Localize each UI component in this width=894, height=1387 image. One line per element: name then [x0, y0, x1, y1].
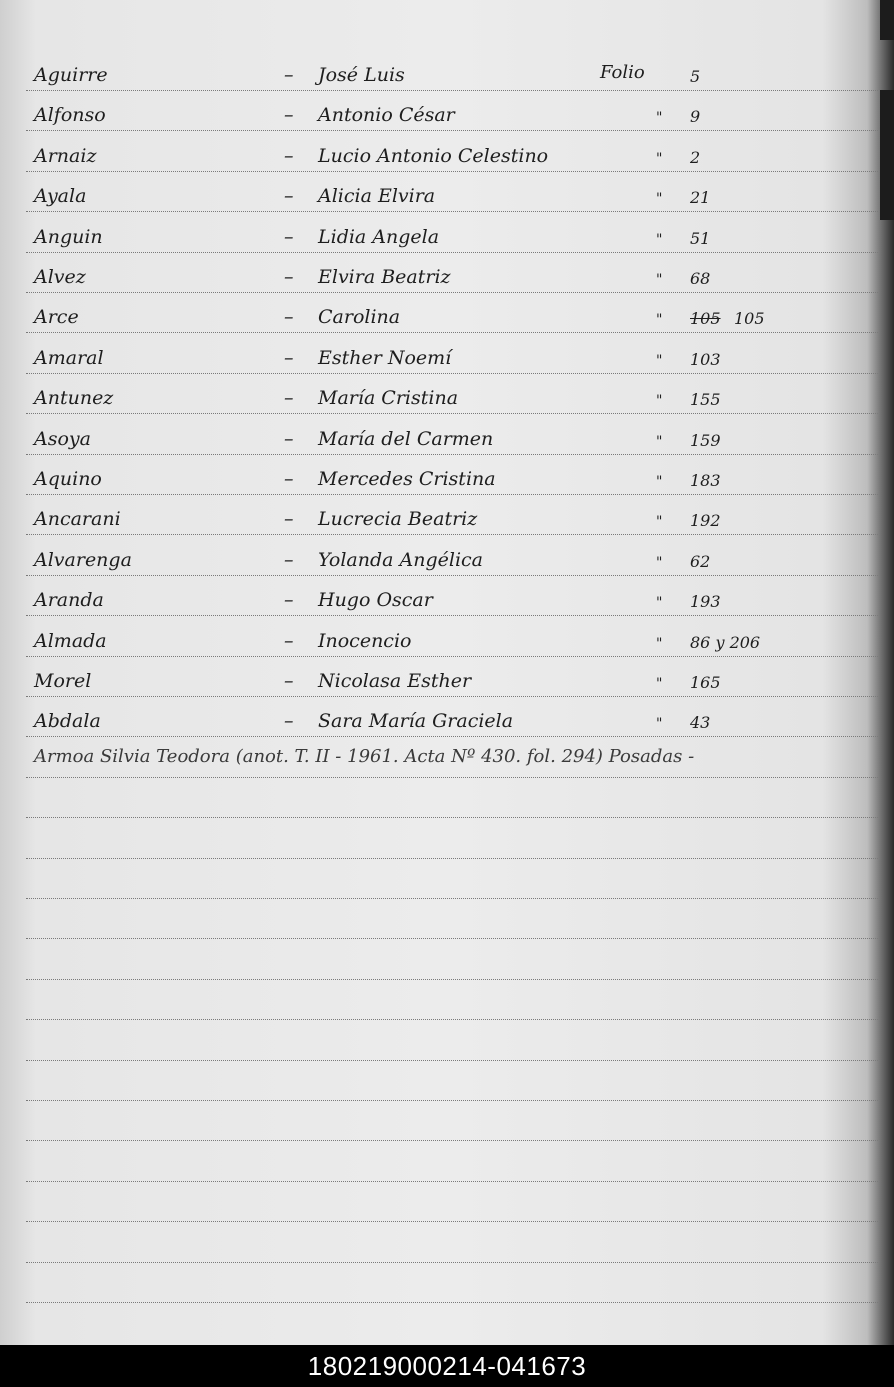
entry-folio: 155: [690, 390, 721, 410]
ditto-mark: ": [656, 716, 663, 733]
ruled-line: [26, 1140, 878, 1141]
ruled-line: [26, 1302, 878, 1303]
entry-surname: Alvarenga: [34, 548, 132, 571]
entry-surname: Asoya: [34, 427, 91, 450]
register-entry: [0, 496, 894, 536]
register-entry: [0, 173, 894, 213]
entry-folio: 68: [690, 269, 711, 288]
entry-surname: Alvez: [34, 266, 86, 288]
entry-given-names: Sara María Graciela: [318, 710, 514, 733]
entry-surname: Antunez: [34, 387, 114, 410]
register-entry: [0, 52, 894, 92]
entry-folio: 193: [690, 592, 721, 612]
entry-folio: 9: [690, 107, 701, 127]
register-entry: [0, 254, 894, 294]
register-entry: [0, 577, 894, 617]
register-entry: [0, 92, 894, 132]
entry-surname: Ancarani: [34, 508, 121, 531]
entry-surname: Alfonso: [34, 104, 106, 127]
ruled-line: [26, 938, 878, 939]
entry-dash: –: [284, 144, 294, 167]
ruled-line: [26, 1221, 878, 1222]
entry-given-names: Mercedes Cristina: [318, 468, 496, 490]
ditto-mark: ": [656, 393, 663, 410]
annotation-line: Armoa Silvia Teodora (anot. T. II - 1961. Acta Nº 430. fol. 294) Posadas -: [34, 746, 695, 767]
entry-dash: –: [284, 670, 294, 692]
entry-folio: 192: [690, 511, 721, 531]
ruled-line: [26, 1060, 878, 1061]
entry-surname: Morel: [34, 670, 92, 692]
register-entry: [0, 537, 894, 577]
entry-given-names: Esther Noemí: [318, 346, 452, 369]
entry-dash: –: [284, 104, 294, 127]
ditto-mark: ": [656, 110, 663, 127]
entry-dash: –: [284, 427, 294, 450]
entry-folio-struck: 105: [690, 309, 721, 329]
ditto-mark: ": [656, 635, 663, 652]
entry-surname: Anguin: [34, 225, 103, 248]
entry-dash: –: [284, 225, 294, 248]
entry-dash: –: [284, 468, 294, 490]
entry-folio: 86 y 206: [690, 632, 761, 652]
entry-given-names: Alicia Elvira: [318, 185, 436, 208]
ruled-line: [26, 817, 878, 818]
entry-given-names: Elvira Beatriz: [318, 266, 451, 288]
entry-folio: 62: [690, 551, 711, 571]
entry-folio: 103: [690, 349, 721, 369]
ditto-mark: ": [656, 676, 663, 692]
ruled-line: [26, 1262, 878, 1263]
entry-dash: –: [284, 64, 294, 86]
entry-given-names: Carolina: [318, 306, 401, 329]
register-entry: [0, 456, 894, 496]
entry-surname: Arnaiz: [34, 144, 97, 167]
ditto-mark: ": [656, 514, 663, 531]
register-entry: [0, 618, 894, 658]
entry-surname: Aquino: [34, 468, 102, 490]
entry-given-names: Antonio César: [318, 104, 455, 127]
entry-given-names: María Cristina: [318, 387, 459, 410]
register-entry: [0, 335, 894, 375]
ditto-mark: ": [656, 150, 663, 167]
entry-surname: Abdala: [34, 710, 101, 733]
ruled-line: [26, 1181, 878, 1182]
entry-dash: –: [284, 185, 294, 208]
register-entry: [0, 214, 894, 254]
ruled-line: [26, 777, 878, 778]
entry-surname: Aguirre: [34, 64, 108, 86]
folio-heading: Folio: [600, 62, 645, 83]
register-entry: [0, 375, 894, 415]
entry-dash: –: [284, 387, 294, 410]
ditto-mark: ": [656, 474, 663, 490]
ditto-mark: ": [656, 312, 663, 329]
entry-folio: 51: [690, 228, 711, 248]
entry-surname: Arce: [34, 306, 79, 329]
entry-given-names: Yolanda Angélica: [318, 548, 483, 571]
entry-surname: Almada: [34, 629, 107, 652]
entry-given-names: Hugo Oscar: [318, 589, 433, 612]
entry-given-names: Lidia Angela: [318, 225, 440, 248]
entry-dash: –: [284, 346, 294, 369]
entry-folio: 183: [690, 471, 721, 490]
entry-dash: –: [284, 589, 294, 612]
entry-folio: 165: [690, 673, 721, 692]
ruled-line: [26, 898, 878, 899]
page-edge-tab: [880, 0, 894, 40]
entry-folio: 2: [690, 147, 701, 167]
register-entry: [0, 133, 894, 173]
register-entry: [0, 294, 894, 334]
register-entry: [0, 416, 894, 456]
ditto-mark: ": [656, 352, 663, 369]
ditto-mark: ": [656, 272, 663, 288]
ditto-mark: ": [656, 595, 663, 612]
ditto-mark: ": [656, 433, 663, 450]
ditto-mark: ": [656, 231, 663, 248]
entry-dash: –: [284, 266, 294, 288]
entry-folio: 159: [690, 430, 721, 450]
ditto-mark: ": [656, 554, 663, 571]
entry-surname: Ayala: [34, 185, 87, 208]
entry-dash: –: [284, 548, 294, 571]
entry-folio: 105: [734, 309, 765, 329]
register-entry: [0, 698, 894, 738]
ruled-line: [26, 1100, 878, 1101]
entry-dash: –: [284, 508, 294, 531]
entry-given-names: Nicolasa Esther: [318, 670, 472, 692]
entry-dash: –: [284, 306, 294, 329]
entry-folio: 5: [690, 67, 701, 86]
entry-given-names: Lucrecia Beatriz: [318, 508, 478, 531]
ditto-mark: ": [656, 191, 663, 208]
entry-dash: –: [284, 710, 294, 733]
ruled-line: [26, 979, 878, 980]
ruled-line: [26, 858, 878, 859]
entry-surname: Aranda: [34, 589, 104, 612]
entry-folio: 43: [690, 713, 711, 733]
entry-given-names: José Luis: [318, 64, 405, 86]
register-entry: [0, 658, 894, 698]
entry-dash: –: [284, 629, 294, 652]
entry-given-names: Lucio Antonio Celestino: [318, 144, 549, 167]
document-id-footer: 180219000214-041673: [0, 1345, 894, 1387]
ruled-line: [26, 1019, 878, 1020]
entry-given-names: Inocencio: [318, 629, 412, 652]
entry-surname: Amaral: [34, 346, 104, 369]
entry-folio: 21: [690, 188, 711, 208]
entry-given-names: María del Carmen: [318, 427, 494, 450]
